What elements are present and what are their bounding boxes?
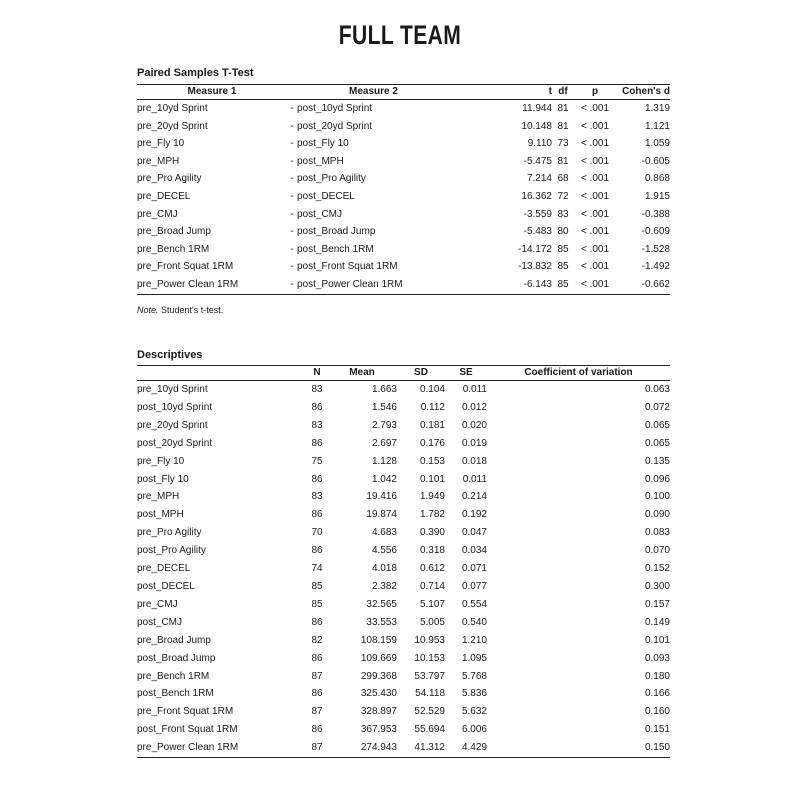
cell-measure1: pre_CMJ xyxy=(137,208,178,220)
table-row xyxy=(137,703,670,721)
cell-cv: 0.096 xyxy=(644,473,670,485)
col-header-cohens-d: Cohen's d xyxy=(622,86,670,97)
cell-mean: 109.669 xyxy=(360,652,397,664)
cell-p: < .001 xyxy=(580,226,610,238)
cell-t: 9.110 xyxy=(527,138,552,150)
cell-cv: 0.151 xyxy=(644,724,670,736)
table-row xyxy=(137,488,670,506)
cell-df: 73 xyxy=(557,138,569,150)
cell-se: 0.011 xyxy=(462,473,487,485)
cell-p: < .001 xyxy=(580,243,610,255)
cell-n: 86 xyxy=(311,616,323,628)
cell-se: 1.095 xyxy=(461,652,487,664)
cell-sd: 0.153 xyxy=(419,455,445,467)
cell-sd: 5.107 xyxy=(419,598,445,610)
table-row xyxy=(137,276,670,294)
cell-se: 6.006 xyxy=(461,724,487,736)
col-header-measure2: Measure 2 xyxy=(349,86,398,97)
col-header-mean: Mean xyxy=(349,367,375,378)
cell-df: 81 xyxy=(557,155,569,167)
note-label: Note. xyxy=(137,305,159,315)
cell-cv: 0.150 xyxy=(644,742,670,754)
cell-df: 85 xyxy=(557,278,569,290)
cell-n: 70 xyxy=(311,527,323,539)
cell-measure1: pre_10yd Sprint xyxy=(137,103,208,114)
cell-variable: pre_20yd Sprint xyxy=(137,419,208,431)
table-row xyxy=(137,453,670,471)
table-row xyxy=(137,118,670,136)
cell-cohens-d: -0.609 xyxy=(641,226,670,238)
cell-separator: - xyxy=(290,138,294,150)
table-row xyxy=(137,578,670,596)
table-row xyxy=(137,524,670,542)
cell-measure2: post_MPH xyxy=(297,155,344,167)
cell-mean: 2.793 xyxy=(371,419,397,431)
cell-cohens-d: 1.059 xyxy=(644,138,670,150)
cell-measure2: post_Power Clean 1RM xyxy=(297,278,403,290)
table-row xyxy=(137,206,670,224)
cell-df: 85 xyxy=(557,243,569,255)
cell-p: < .001 xyxy=(580,190,610,202)
cell-n: 86 xyxy=(311,688,323,700)
cell-measure1: pre_Bench 1RM xyxy=(137,243,210,255)
cell-cv: 0.065 xyxy=(644,437,670,449)
cell-t: 10.148 xyxy=(521,120,552,132)
descriptives-body xyxy=(137,381,670,758)
cell-t: -5.483 xyxy=(523,226,552,238)
table-row xyxy=(137,471,670,489)
cell-df: 81 xyxy=(557,120,569,132)
cell-t: 11.944 xyxy=(522,103,552,114)
cell-cohens-d: -0.388 xyxy=(641,208,670,220)
cell-mean: 108.159 xyxy=(360,634,397,646)
cell-sd: 41.312 xyxy=(414,742,445,754)
table-row xyxy=(137,381,670,399)
cell-separator: - xyxy=(290,243,294,255)
cell-sd: 52.529 xyxy=(414,706,445,718)
cell-n: 74 xyxy=(311,563,323,575)
cell-p: < .001 xyxy=(580,173,610,185)
cell-mean: 367.953 xyxy=(360,724,397,736)
table-row xyxy=(137,435,670,453)
table-header-row xyxy=(137,366,670,381)
cell-variable: pre_CMJ xyxy=(137,598,178,610)
cell-mean: 274.943 xyxy=(360,742,397,754)
cell-se: 4.429 xyxy=(461,742,487,754)
cell-se: 0.540 xyxy=(461,616,487,628)
cell-cv: 0.300 xyxy=(644,580,670,592)
cell-mean: 1.128 xyxy=(371,455,397,467)
cell-separator: - xyxy=(290,155,294,167)
cell-cv: 0.152 xyxy=(644,563,670,575)
cell-variable: post_CMJ xyxy=(137,616,183,628)
cell-sd: 0.101 xyxy=(419,473,445,485)
cell-separator: - xyxy=(290,173,294,185)
cell-p: < .001 xyxy=(580,208,610,220)
cell-measure1: pre_20yd Sprint xyxy=(137,120,208,132)
table-header-row xyxy=(137,85,670,100)
cell-variable: pre_Bench 1RM xyxy=(137,670,210,682)
col-header-cv: Coefficient of variation xyxy=(524,367,633,378)
cell-variable: pre_Power Clean 1RM xyxy=(137,742,239,754)
cell-measure1: pre_Fly 10 xyxy=(137,138,185,150)
cell-mean: 328.897 xyxy=(360,706,397,718)
cell-se: 0.192 xyxy=(461,509,487,521)
cell-mean: 1.546 xyxy=(371,401,397,413)
cell-n: 83 xyxy=(311,419,323,431)
cell-cv: 0.065 xyxy=(644,419,670,431)
cell-p: < .001 xyxy=(580,103,610,114)
cell-mean: 32.565 xyxy=(366,598,397,610)
cell-sd: 5.005 xyxy=(419,616,445,628)
cell-mean: 4.683 xyxy=(371,527,397,539)
cell-measure1: pre_Front Squat 1RM xyxy=(137,261,234,273)
cell-cv: 0.063 xyxy=(644,384,670,395)
cell-df: 85 xyxy=(557,261,569,273)
cell-cohens-d: 1.915 xyxy=(644,190,670,202)
cell-n: 87 xyxy=(311,742,323,754)
cell-sd: 1.782 xyxy=(419,509,445,521)
cell-p: < .001 xyxy=(580,120,610,132)
cell-t: 7.214 xyxy=(526,173,552,185)
cell-df: 68 xyxy=(557,173,569,185)
cell-t: -14.172 xyxy=(518,243,552,255)
cell-n: 86 xyxy=(311,509,323,521)
cell-mean: 19.874 xyxy=(366,509,397,521)
cell-n: 82 xyxy=(311,634,323,646)
cell-sd: 0.714 xyxy=(419,580,445,592)
cell-sd: 10.153 xyxy=(414,652,445,664)
cell-measure1: pre_Power Clean 1RM xyxy=(137,278,239,290)
table-row xyxy=(137,632,670,650)
col-header-t: t xyxy=(548,86,552,97)
cell-se: 0.011 xyxy=(462,384,487,395)
cell-mean: 1.042 xyxy=(371,473,397,485)
cell-n: 85 xyxy=(311,598,323,610)
col-header-sd: SD xyxy=(414,367,428,378)
cell-variable: post_Broad Jump xyxy=(137,652,216,664)
cell-n: 86 xyxy=(311,401,323,413)
table-row xyxy=(137,506,670,524)
cell-n: 83 xyxy=(311,491,323,503)
cell-variable: post_DECEL xyxy=(137,580,195,592)
paired-ttest-table xyxy=(137,84,670,295)
cell-se: 0.012 xyxy=(461,401,487,413)
cell-t: 16.362 xyxy=(521,190,552,202)
cell-measure2: post_Fly 10 xyxy=(297,138,349,150)
cell-sd: 0.612 xyxy=(419,563,445,575)
cell-measure1: pre_MPH xyxy=(137,155,180,167)
cell-sd: 0.112 xyxy=(420,401,445,413)
cell-variable: pre_Front Squat 1RM xyxy=(137,706,234,718)
table-row xyxy=(137,542,670,560)
cell-measure2: post_10yd Sprint xyxy=(297,103,373,114)
table-row xyxy=(137,739,670,757)
cell-variable: post_20yd Sprint xyxy=(137,437,213,449)
table-row xyxy=(137,170,670,188)
cell-se: 0.034 xyxy=(461,545,487,557)
col-header-variable xyxy=(137,366,307,381)
cell-variable: pre_DECEL xyxy=(137,563,191,575)
cell-mean: 33.553 xyxy=(366,616,397,628)
cell-df: 72 xyxy=(557,190,569,202)
cell-df: 81 xyxy=(557,103,569,114)
cell-cohens-d: -0.605 xyxy=(641,155,670,167)
cell-n: 85 xyxy=(311,580,323,592)
cell-n: 86 xyxy=(311,724,323,736)
cell-variable: post_Bench 1RM xyxy=(137,688,214,700)
cell-cv: 0.135 xyxy=(644,455,670,467)
cell-n: 86 xyxy=(311,437,323,449)
cell-cv: 0.166 xyxy=(644,688,670,700)
cell-sd: 1.949 xyxy=(419,491,445,503)
cell-p: < .001 xyxy=(580,138,610,150)
cell-variable: pre_10yd Sprint xyxy=(137,384,208,395)
cell-df: 83 xyxy=(557,208,569,220)
cell-se: 1.210 xyxy=(461,634,487,646)
cell-sd: 0.390 xyxy=(419,527,445,539)
cell-measure1: pre_Broad Jump xyxy=(137,226,211,238)
cell-sd: 0.104 xyxy=(419,384,445,395)
cell-separator: - xyxy=(290,208,294,220)
cell-p: < .001 xyxy=(580,278,610,290)
table-row xyxy=(137,596,670,614)
cell-mean: 2.697 xyxy=(371,437,397,449)
table-row xyxy=(137,258,670,276)
cell-t: -3.559 xyxy=(523,208,552,220)
cell-cohens-d: 1.319 xyxy=(644,103,670,114)
cell-n: 86 xyxy=(311,652,323,664)
ttest-body xyxy=(137,100,670,295)
cell-sd: 0.181 xyxy=(419,419,445,431)
cell-n: 87 xyxy=(311,670,323,682)
cell-mean: 2.382 xyxy=(371,580,397,592)
table-row xyxy=(137,685,670,703)
cell-cv: 0.090 xyxy=(644,509,670,521)
cell-se: 0.020 xyxy=(461,419,487,431)
table-row xyxy=(137,721,670,739)
cell-se: 0.047 xyxy=(461,527,487,539)
cell-p: < .001 xyxy=(580,155,610,167)
cell-mean: 4.556 xyxy=(371,545,397,557)
cell-variable: pre_Fly 10 xyxy=(137,455,185,467)
cell-se: 0.019 xyxy=(461,437,487,449)
cell-se: 5.768 xyxy=(461,670,487,682)
cell-separator: - xyxy=(290,261,294,273)
cell-t: -6.143 xyxy=(523,278,552,290)
cell-measure2: post_Front Squat 1RM xyxy=(297,261,398,273)
table-row xyxy=(137,399,670,417)
table-row xyxy=(137,614,670,632)
cell-sd: 0.318 xyxy=(419,545,445,557)
cell-mean: 1.663 xyxy=(371,384,397,395)
cell-cv: 0.093 xyxy=(644,652,670,664)
table-row xyxy=(137,560,670,578)
table-row xyxy=(137,153,670,171)
cell-se: 5.632 xyxy=(461,706,487,718)
cell-measure1: pre_Pro Agility xyxy=(137,173,202,185)
cell-t: -13.832 xyxy=(518,261,552,273)
cell-df: 80 xyxy=(557,226,569,238)
cell-t: -5.475 xyxy=(523,155,552,167)
cell-separator: - xyxy=(290,103,294,114)
cell-cv: 0.160 xyxy=(644,706,670,718)
cell-measure2: post_Pro Agility xyxy=(297,173,366,185)
cell-cv: 0.100 xyxy=(644,491,670,503)
cell-se: 0.214 xyxy=(461,491,487,503)
page-title: FULL TEAM xyxy=(338,20,462,50)
note-text: Student's t-test. xyxy=(161,305,224,315)
table-row xyxy=(137,188,670,206)
cell-cv: 0.149 xyxy=(644,616,670,628)
cell-mean: 4.018 xyxy=(371,563,397,575)
cell-p: < .001 xyxy=(580,261,610,273)
cell-measure1: pre_DECEL xyxy=(137,190,191,202)
cell-sd: 0.176 xyxy=(419,437,445,449)
cell-cv: 0.101 xyxy=(644,634,670,646)
cell-cv: 0.072 xyxy=(644,401,670,413)
cell-separator: - xyxy=(290,278,294,290)
descriptives-heading: Descriptives xyxy=(137,349,203,361)
table-row xyxy=(137,417,670,435)
col-header-se: SE xyxy=(459,367,473,378)
cell-mean: 19.416 xyxy=(366,491,397,503)
cell-n: 75 xyxy=(311,455,323,467)
table-row xyxy=(137,135,670,153)
cell-cv: 0.083 xyxy=(644,527,670,539)
col-header-p: p xyxy=(591,86,599,97)
cell-sd: 54.118 xyxy=(415,688,445,700)
cell-n: 87 xyxy=(311,706,323,718)
ttest-heading: Paired Samples T-Test xyxy=(137,67,254,79)
cell-cohens-d: -1.492 xyxy=(641,261,670,273)
cell-se: 0.077 xyxy=(461,580,487,592)
cell-se: 0.071 xyxy=(461,563,487,575)
cell-sd: 55.694 xyxy=(414,724,445,736)
cell-measure2: post_Bench 1RM xyxy=(297,243,374,255)
cell-cohens-d: -1.528 xyxy=(641,243,670,255)
table-note xyxy=(137,305,223,315)
cell-mean: 325.430 xyxy=(360,688,397,700)
cell-variable: post_MPH xyxy=(137,509,184,521)
cell-measure2: post_CMJ xyxy=(297,208,343,220)
col-header-measure1: Measure 1 xyxy=(187,86,237,97)
col-header-sep xyxy=(287,85,297,100)
cell-variable: post_Fly 10 xyxy=(137,473,189,485)
cell-cohens-d: 1.121 xyxy=(644,120,670,132)
cell-separator: - xyxy=(290,226,294,238)
cell-variable: post_Front Squat 1RM xyxy=(137,724,238,736)
cell-cv: 0.180 xyxy=(644,670,670,682)
table-row xyxy=(137,650,670,668)
cell-cv: 0.157 xyxy=(644,598,670,610)
cell-variable: pre_Pro Agility xyxy=(137,527,202,539)
cell-measure2: post_20yd Sprint xyxy=(297,120,373,132)
cell-n: 86 xyxy=(311,473,323,485)
table-row xyxy=(137,223,670,241)
cell-variable: pre_Broad Jump xyxy=(137,634,211,646)
col-header-df: df xyxy=(558,86,568,97)
cell-measure2: post_DECEL xyxy=(297,190,355,202)
cell-n: 86 xyxy=(311,545,323,557)
cell-separator: - xyxy=(290,120,294,132)
cell-se: 0.554 xyxy=(461,598,487,610)
table-row xyxy=(137,668,670,686)
cell-variable: pre_MPH xyxy=(137,491,180,503)
cell-variable: post_10yd Sprint xyxy=(137,401,213,413)
cell-variable: post_Pro Agility xyxy=(137,545,206,557)
cell-sd: 53.797 xyxy=(414,670,445,682)
cell-separator: - xyxy=(290,190,294,202)
cell-se: 0.018 xyxy=(461,455,487,467)
cell-measure2: post_Broad Jump xyxy=(297,226,376,238)
cell-cohens-d: -0.662 xyxy=(641,278,670,290)
cell-se: 5.836 xyxy=(461,688,487,700)
col-header-n: N xyxy=(313,367,321,378)
cell-cv: 0.070 xyxy=(644,545,670,557)
cell-n: 83 xyxy=(311,384,323,395)
table-row xyxy=(137,100,670,118)
table-row xyxy=(137,241,670,259)
descriptives-table xyxy=(137,365,670,758)
cell-mean: 299.368 xyxy=(360,670,397,682)
cell-cohens-d: 0.868 xyxy=(644,173,670,185)
cell-sd: 10.953 xyxy=(414,634,445,646)
